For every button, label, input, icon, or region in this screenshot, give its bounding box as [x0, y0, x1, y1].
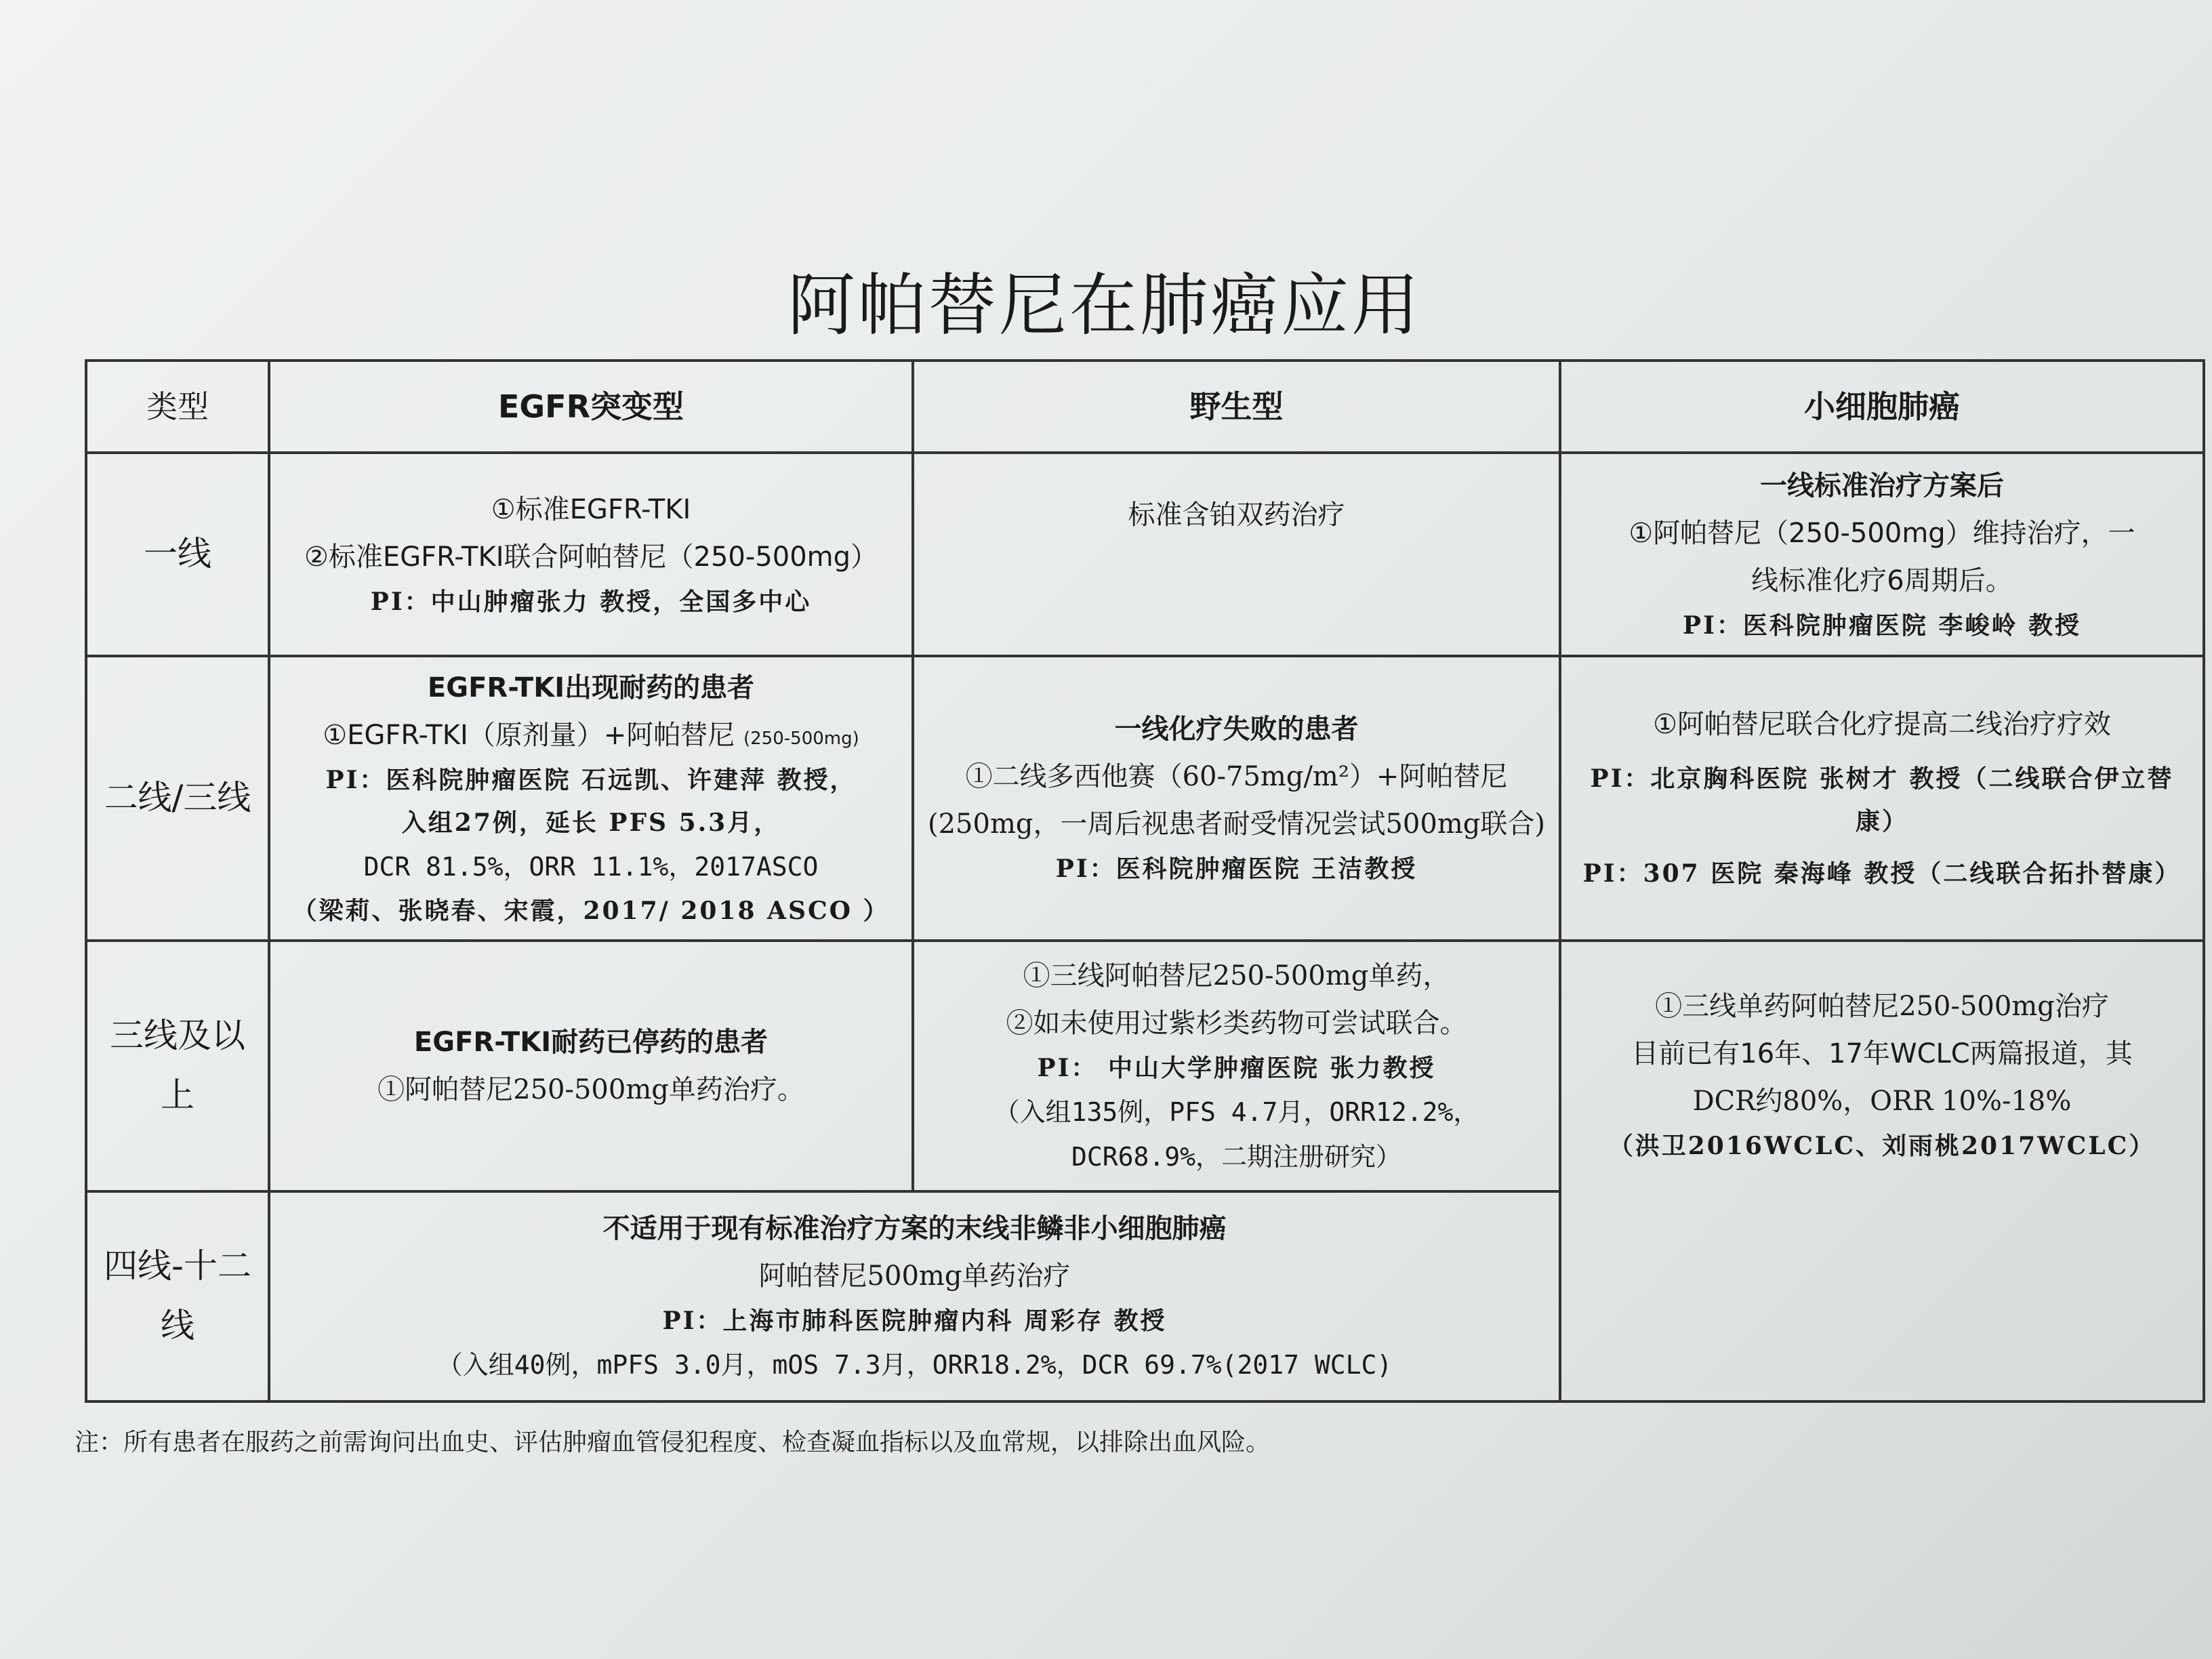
cell-heading: 一线标准治疗方案后 — [1760, 470, 2004, 501]
footnote: 注：所有患者在服药之前需询问出血史、评估肿瘤血管侵犯程度、检查凝血指标以及血常规，以排除出血风险。 — [75, 1429, 1271, 1456]
cell-pi: PI：北京胸科医院 张树才 教授（二线联合伊立替康） — [1590, 764, 2174, 836]
cell-third-wild — [913, 941, 1560, 1191]
cell-text: ①二线多西他赛（60-75mg/m²）+阿帕替尼 — [965, 761, 1508, 793]
row-label-first: 一线 — [86, 453, 269, 656]
document-page — [20, 27, 2189, 1640]
cell-ref: （洪卫2016WCLC、刘雨桃2017WCLC） — [1608, 1131, 2156, 1160]
cell-text: (250mg，一周后视患者耐受情况尝试500mg联合) — [928, 808, 1545, 840]
cell-text: ①阿帕替尼250-500mg单药治疗。 — [377, 1073, 804, 1105]
cell-third-egfr — [269, 941, 913, 1191]
cell-third-sclc — [1560, 941, 2204, 1401]
cell-heading: 不适用于现有标准治疗方案的末线非鳞非小细胞肺癌 — [602, 1212, 1227, 1244]
cell-first-egfr — [269, 453, 913, 656]
cell-text: ②如未使用过紫杉类药物可尝试联合。 — [1006, 1007, 1467, 1039]
header-type: 类型 — [86, 361, 269, 453]
cell-stats: DCR 81.5%，ORR 11.1%，2017ASCO — [363, 852, 819, 882]
cell-pi: PI：上海市肺科医院肿瘤内科 周彩存 教授 — [662, 1306, 1167, 1335]
cell-pi: PI：中山肿瘤张力 教授，全国多中心 — [370, 587, 812, 616]
cell-heading: EGFR-TKI出现耐药的患者 — [427, 672, 755, 703]
row-first-line — [86, 453, 2204, 656]
cell-second-wild — [913, 656, 1560, 941]
cell-text: ①阿帕替尼（250-500mg）维持治疗，一 — [1629, 517, 2135, 549]
row-third-line — [86, 941, 2204, 1191]
cell-text: ①阿帕替尼联合化疗提高二线治疗疗效 — [1653, 709, 2111, 741]
row-second-line — [86, 656, 2204, 941]
row-label-second: 二线/三线 — [86, 656, 269, 941]
cell-pi: PI：医科院肿瘤医院 李峻岭 教授 — [1683, 611, 2081, 640]
cell-text — [283, 712, 899, 759]
treatment-table — [85, 359, 2205, 1403]
header-wild: 野生型 — [913, 361, 1560, 453]
cell-pi: PI：医科院肿瘤医院 王洁教授 — [1055, 855, 1418, 884]
cell-pi: PI： 中山大学肿瘤医院 张力教授 — [1037, 1053, 1436, 1082]
cell-text: 阿帕替尼500mg单药治疗 — [758, 1260, 1071, 1292]
cell-text: ②标准EGFR-TKI联合阿帕替尼（250-500mg） — [304, 541, 878, 573]
cell-heading: EGFR-TKI耐药已停药的患者 — [413, 1026, 769, 1058]
header-egfr: EGFR突变型 — [269, 361, 913, 453]
cell-pi: PI：307 医院 秦海峰 教授（二线联合拓扑替康） — [1582, 859, 2182, 888]
cell-text: DCR约80%，ORR 10%-18% — [1692, 1085, 2072, 1117]
cell-stats: （入组135例，PFS 4.7月，ORR12.2%， — [994, 1097, 1479, 1127]
cell-text: ①标准EGFR-TKI — [491, 493, 691, 525]
cell-stats: （入组40例，mPFS 3.0月，mOS 7.3月，ORR18.2%，DCR 69.7%(2017 WCLC) — [436, 1349, 1393, 1380]
cell-second-egfr — [269, 656, 913, 941]
cell-first-wild: 标准含铂双药治疗 — [913, 453, 1560, 656]
header-sclc: 小细胞肺癌 — [1560, 361, 2204, 453]
cell-pi: 入组27例，延长 PFS 5.3月， — [401, 808, 781, 837]
page-title: 阿帕替尼在肺癌应用 — [787, 266, 1422, 345]
cell-ref: （梁莉、张晓春、宋霞，2017/ 2018 ASCO ） — [292, 896, 890, 925]
cell-stats: DCR68.9%，二期注册研究） — [1071, 1142, 1402, 1172]
cell-second-sclc — [1560, 656, 2204, 941]
cell-text-main: ①EGFR-TKI（原剂量）+阿帕替尼 — [323, 720, 735, 751]
table-header-row — [86, 361, 2204, 453]
cell-heading: 一线化疗失败的患者 — [1114, 714, 1359, 745]
cell-text: 目前已有16年、17年WCLC两篇报道，其 — [1631, 1038, 2133, 1069]
cell-first-sclc — [1560, 453, 2204, 656]
row-label-third: 三线及以上 — [86, 941, 269, 1191]
row-label-fourth: 四线-十二线 — [86, 1191, 269, 1401]
cell-text: ①三线阿帕替尼250-500mg单药， — [1023, 960, 1450, 991]
cell-pi: PI：医科院肿瘤医院 石远凯、许建萍 教授， — [325, 766, 857, 794]
cell-dose: (250-500mg) — [743, 729, 859, 749]
cell-text: ①三线单药阿帕替尼250-500mg治疗 — [1655, 990, 2109, 1022]
cell-fourth-combined — [269, 1191, 1560, 1401]
cell-text: 线标准化疗6周期后。 — [1751, 565, 2013, 596]
